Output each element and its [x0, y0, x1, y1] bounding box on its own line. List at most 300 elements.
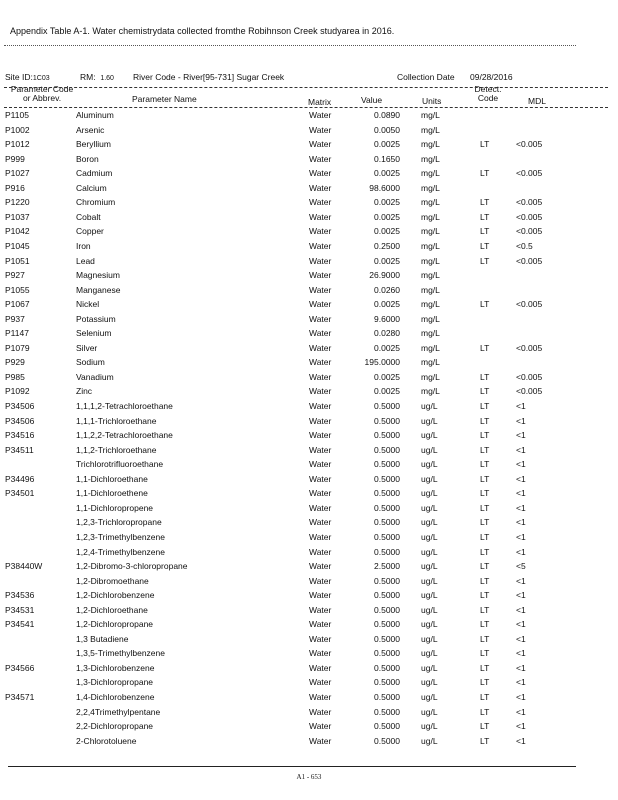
- cell-units: ug/L: [421, 517, 438, 528]
- cell-value: 0.0025: [374, 299, 400, 310]
- cell-param-name: Selenium: [76, 328, 112, 339]
- cell-units: mg/L: [421, 357, 440, 368]
- cell-matrix: Water: [309, 721, 332, 732]
- cell-detect-code: LT: [480, 255, 490, 266]
- cell-param-code: P34496: [5, 473, 35, 484]
- cell-mdl: <1: [516, 604, 526, 615]
- cell-matrix: Water: [309, 706, 332, 717]
- table-row: [0, 474, 618, 489]
- cell-value: 0.0025: [374, 139, 400, 150]
- cell-matrix: Water: [309, 662, 332, 673]
- cell-param-code: P34501: [5, 488, 35, 499]
- cell-units: ug/L: [421, 415, 438, 426]
- cell-value: 0.5000: [374, 662, 400, 673]
- cell-param-name: Cobalt: [76, 211, 101, 222]
- cell-mdl: <0.005: [516, 139, 543, 150]
- cell-param-code: P34536: [5, 590, 35, 601]
- cell-param-name: Aluminum: [76, 110, 114, 120]
- cell-matrix: Water: [309, 357, 332, 368]
- cell-mdl: <0.005: [516, 299, 543, 310]
- table-row: [0, 386, 618, 401]
- cell-matrix: Water: [309, 342, 332, 353]
- cell-value: 0.0025: [374, 211, 400, 222]
- cell-param-name: Chromium: [76, 197, 116, 208]
- cell-param-code: P1027: [5, 168, 30, 179]
- cell-param-code: P34506: [5, 401, 35, 411]
- table-row: [0, 285, 618, 300]
- cell-value: 0.0890: [374, 110, 400, 120]
- cell-matrix: Water: [309, 444, 332, 455]
- cell-units: ug/L: [421, 721, 438, 732]
- cell-param-name: 1,2-Dibromoethane: [76, 575, 149, 586]
- cell-param-code: P34566: [5, 662, 35, 673]
- cell-units: mg/L: [421, 342, 440, 353]
- cell-mdl: <0.005: [516, 211, 543, 222]
- cell-mdl: <1: [516, 517, 526, 528]
- header-detect-line1: Detect.: [474, 84, 502, 94]
- cell-detect-code: LT: [480, 226, 490, 237]
- cell-mdl: <1: [516, 546, 526, 557]
- cell-value: 0.5000: [374, 459, 400, 470]
- cell-units: mg/L: [421, 240, 440, 251]
- cell-param-name: Trichlorotrifluoroethane: [76, 459, 164, 470]
- cell-units: ug/L: [421, 546, 438, 557]
- cell-param-code: P916: [5, 182, 25, 193]
- cell-mdl: <1: [516, 401, 526, 411]
- table-row: [0, 168, 618, 183]
- cell-matrix: Water: [309, 197, 332, 208]
- cell-matrix: Water: [309, 153, 332, 164]
- table-row: [0, 677, 618, 692]
- collection-date: 09/28/2016: [470, 72, 513, 82]
- cell-detect-code: LT: [480, 575, 490, 586]
- cell-detect-code: LT: [480, 633, 490, 644]
- cell-matrix: Water: [309, 124, 332, 135]
- cell-matrix: Water: [309, 619, 332, 630]
- cell-param-code: P34516: [5, 430, 35, 441]
- cell-units: ug/L: [421, 633, 438, 644]
- cell-value: 0.5000: [374, 575, 400, 586]
- table-row: [0, 183, 618, 198]
- cell-units: ug/L: [421, 430, 438, 441]
- cell-units: mg/L: [421, 211, 440, 222]
- cell-mdl: <0.005: [516, 197, 543, 208]
- cell-param-code: P1079: [5, 342, 30, 353]
- cell-param-name: Magnesium: [76, 270, 120, 281]
- cell-param-code: P927: [5, 270, 25, 281]
- cell-value: 9.6000: [374, 313, 400, 324]
- table-row: [0, 256, 618, 271]
- cell-detect-code: LT: [480, 604, 490, 615]
- cell-param-name: 1,4-Dichlorobenzene: [76, 692, 155, 702]
- cell-param-code: P929: [5, 357, 25, 368]
- header-value: Value: [361, 95, 383, 105]
- cell-param-code: P34541: [5, 619, 35, 630]
- cell-matrix: Water: [309, 488, 332, 499]
- cell-param-name: 2-Chlorotoluene: [76, 735, 137, 746]
- cell-param-code: P1067: [5, 299, 30, 310]
- cell-units: mg/L: [421, 168, 440, 179]
- site-id-value: 1C03: [32, 75, 50, 82]
- cell-param-name: 2,2-Dichloropropane: [76, 721, 154, 732]
- cell-param-name: Vanadium: [76, 371, 114, 382]
- cell-detect-code: LT: [480, 721, 490, 732]
- cell-value: 0.0280: [374, 328, 400, 339]
- table-row: [0, 197, 618, 212]
- cell-param-name: 1,2-Dibromo-3-chloropropane: [76, 561, 188, 572]
- cell-mdl: <0.005: [516, 226, 543, 237]
- rm-value: 1.60: [100, 75, 114, 82]
- cell-detect-code: LT: [480, 546, 490, 557]
- cell-matrix: Water: [309, 430, 332, 441]
- cell-mdl: <1: [516, 473, 526, 484]
- table-row: [0, 532, 618, 547]
- table-row: [0, 212, 618, 227]
- cell-detect-code: LT: [480, 662, 490, 673]
- rm-label: RM:: [80, 72, 96, 82]
- cell-detect-code: LT: [480, 619, 490, 630]
- cell-units: ug/L: [421, 488, 438, 499]
- title-divider: [4, 45, 576, 46]
- header-bottom-divider: [4, 107, 608, 108]
- table-row: [0, 299, 618, 314]
- cell-detect-code: LT: [480, 677, 490, 688]
- cell-param-code: P38440W: [5, 561, 43, 572]
- cell-param-name: 1,3 Butadiene: [76, 633, 129, 644]
- cell-param-code: P1012: [5, 139, 30, 150]
- cell-units: mg/L: [421, 328, 440, 339]
- cell-matrix: Water: [309, 459, 332, 470]
- cell-detect-code: LT: [480, 342, 490, 353]
- cell-units: ug/L: [421, 502, 438, 513]
- cell-value: 0.5000: [374, 546, 400, 557]
- cell-units: ug/L: [421, 473, 438, 484]
- table-row: [0, 547, 618, 562]
- cell-param-code: P985: [5, 371, 25, 382]
- cell-param-name: 1,1,2,2-Tetrachloroethane: [76, 430, 173, 441]
- cell-matrix: Water: [309, 633, 332, 644]
- table-row: [0, 401, 618, 416]
- cell-mdl: <1: [516, 444, 526, 455]
- cell-mdl: <1: [516, 706, 526, 717]
- cell-value: 2.5000: [374, 561, 400, 572]
- cell-detect-code: LT: [480, 473, 490, 484]
- cell-value: 0.5000: [374, 706, 400, 717]
- cell-param-name: Cadmium: [76, 168, 113, 179]
- cell-value: 0.5000: [374, 590, 400, 601]
- cell-units: mg/L: [421, 110, 440, 120]
- cell-param-code: P1045: [5, 240, 30, 251]
- cell-mdl: <1: [516, 648, 526, 659]
- cell-mdl: <5: [516, 561, 526, 572]
- cell-matrix: Water: [309, 575, 332, 586]
- cell-units: ug/L: [421, 692, 438, 702]
- cell-matrix: Water: [309, 735, 332, 746]
- cell-matrix: Water: [309, 313, 332, 324]
- cell-mdl: <0.005: [516, 342, 543, 353]
- cell-detect-code: LT: [480, 590, 490, 601]
- table-title: Appendix Table A-1. Water chemistrydata collected fromthe Robihnson Creek studyarea in 2016.: [10, 26, 395, 36]
- cell-value: 0.0025: [374, 226, 400, 237]
- cell-param-name: Manganese: [76, 284, 121, 295]
- cell-units: ug/L: [421, 459, 438, 470]
- cell-param-code: P1105: [5, 110, 29, 120]
- cell-value: 0.0025: [374, 342, 400, 353]
- cell-value: 0.5000: [374, 604, 400, 615]
- cell-param-code: P1220: [5, 197, 30, 208]
- cell-matrix: Water: [309, 299, 332, 310]
- page-number: A1 - 653: [296, 773, 322, 781]
- cell-units: mg/L: [421, 299, 440, 310]
- table-row: [0, 459, 618, 474]
- cell-matrix: Water: [309, 546, 332, 557]
- cell-matrix: Water: [309, 371, 332, 382]
- table-row: [0, 663, 618, 678]
- cell-detect-code: LT: [480, 692, 490, 702]
- cell-param-name: 1,2-Dichlorobenzene: [76, 590, 155, 601]
- cell-value: 0.5000: [374, 430, 400, 441]
- cell-detect-code: LT: [480, 415, 490, 426]
- table-row: [0, 343, 618, 358]
- cell-param-code: P1037: [5, 211, 30, 222]
- cell-matrix: Water: [309, 240, 332, 251]
- cell-detect-code: LT: [480, 139, 490, 150]
- cell-value: 0.5000: [374, 517, 400, 528]
- cell-value: 0.5000: [374, 415, 400, 426]
- cell-units: mg/L: [421, 284, 440, 295]
- cell-units: ug/L: [421, 619, 438, 630]
- cell-detect-code: LT: [480, 240, 490, 251]
- cell-param-code: P937: [5, 313, 25, 324]
- table-row: [0, 139, 618, 154]
- table-row: [0, 503, 618, 518]
- cell-mdl: <1: [516, 692, 526, 702]
- cell-detect-code: LT: [480, 444, 490, 455]
- cell-param-name: Potassium: [76, 313, 116, 324]
- cell-value: 0.5000: [374, 488, 400, 499]
- cell-detect-code: LT: [480, 502, 490, 513]
- collection-date-label: Collection Date: [397, 72, 455, 82]
- cell-detect-code: LT: [480, 459, 490, 470]
- cell-value: 0.5000: [374, 401, 400, 411]
- cell-detect-code: LT: [480, 531, 490, 542]
- cell-param-code: P1055: [5, 284, 30, 295]
- cell-detect-code: LT: [480, 401, 490, 411]
- cell-param-name: 1,1-Dichloropropene: [76, 502, 154, 513]
- header-matrix: Matrix: [308, 97, 332, 107]
- cell-mdl: <1: [516, 488, 526, 499]
- cell-detect-code: LT: [480, 197, 490, 208]
- cell-matrix: Water: [309, 561, 332, 572]
- cell-param-name: 1,1-Dichloroethane: [76, 473, 148, 484]
- cell-param-name: 2,2,4Trimethylpentane: [76, 706, 161, 717]
- cell-param-name: 1,1,2-Trichloroethane: [76, 444, 157, 455]
- cell-matrix: Water: [309, 692, 332, 702]
- cell-mdl: <1: [516, 575, 526, 586]
- cell-mdl: <1: [516, 415, 526, 426]
- cell-matrix: Water: [309, 401, 332, 411]
- cell-units: mg/L: [421, 371, 440, 382]
- table-row: [0, 736, 618, 751]
- cell-param-name: Calcium: [76, 182, 107, 193]
- cell-param-name: Arsenic: [76, 124, 105, 135]
- cell-param-name: Iron: [76, 240, 91, 251]
- header-param-code-line2: or Abbrev.: [22, 93, 62, 103]
- cell-mdl: <1: [516, 531, 526, 542]
- cell-units: ug/L: [421, 604, 438, 615]
- cell-value: 0.0025: [374, 197, 400, 208]
- cell-value: 0.5000: [374, 531, 400, 542]
- cell-matrix: Water: [309, 270, 332, 281]
- cell-value: 0.5000: [374, 677, 400, 688]
- river-mile: [80, 72, 114, 82]
- cell-matrix: Water: [309, 168, 332, 179]
- cell-mdl: <1: [516, 662, 526, 673]
- cell-units: ug/L: [421, 575, 438, 586]
- cell-units: mg/L: [421, 255, 440, 266]
- cell-param-code: P34506: [5, 415, 35, 426]
- cell-param-code: P999: [5, 153, 25, 164]
- cell-mdl: <0.005: [516, 255, 543, 266]
- cell-units: mg/L: [421, 270, 440, 281]
- header-param-name: Parameter Name: [132, 94, 197, 104]
- cell-units: mg/L: [421, 153, 440, 164]
- table-row: [0, 634, 618, 649]
- cell-mdl: <1: [516, 430, 526, 441]
- cell-detect-code: LT: [480, 211, 490, 222]
- cell-param-code: P1042: [5, 226, 30, 237]
- table-row: [0, 721, 618, 736]
- cell-param-code: P1002: [5, 124, 30, 135]
- cell-param-name: 1,3-Dichlorobenzene: [76, 662, 155, 673]
- table-row: [0, 372, 618, 387]
- cell-detect-code: LT: [480, 735, 490, 746]
- cell-param-name: Beryllium: [76, 139, 111, 150]
- table-row: [0, 707, 618, 722]
- cell-param-name: Copper: [76, 226, 104, 237]
- footer-divider: [8, 766, 576, 767]
- cell-matrix: Water: [309, 590, 332, 601]
- cell-matrix: Water: [309, 415, 332, 426]
- cell-value: 0.0025: [374, 386, 400, 397]
- cell-param-name: Boron: [76, 153, 99, 164]
- cell-value: 195.0000: [364, 357, 400, 368]
- cell-units: mg/L: [421, 386, 440, 397]
- cell-units: ug/L: [421, 677, 438, 688]
- table-row: [0, 619, 618, 634]
- cell-value: 0.5000: [374, 735, 400, 746]
- header-param-code-line1: Parameter Code: [10, 84, 74, 94]
- cell-units: ug/L: [421, 706, 438, 717]
- cell-matrix: Water: [309, 226, 332, 237]
- header-top-divider: [4, 87, 608, 88]
- cell-matrix: Water: [309, 473, 332, 484]
- site-id: [5, 72, 50, 82]
- cell-param-name: Nickel: [76, 299, 100, 310]
- cell-value: 0.5000: [374, 502, 400, 513]
- cell-param-name: Silver: [76, 342, 98, 353]
- cell-detect-code: LT: [480, 517, 490, 528]
- cell-matrix: Water: [309, 182, 332, 193]
- table-row: [0, 328, 618, 343]
- cell-value: 0.2500: [374, 240, 400, 251]
- cell-param-name: 1,2-Dichloropropane: [76, 619, 154, 630]
- cell-param-code: P34511: [5, 444, 34, 455]
- table-row: [0, 576, 618, 591]
- cell-value: 0.0260: [374, 284, 400, 295]
- cell-value: 0.0050: [374, 124, 400, 135]
- table-row: [0, 605, 618, 620]
- table-row: [0, 357, 618, 372]
- cell-param-name: 1,2-Dichloroethane: [76, 604, 148, 615]
- cell-matrix: Water: [309, 502, 332, 513]
- cell-value: 0.0025: [374, 168, 400, 179]
- table-row: [0, 430, 618, 445]
- table-row: [0, 154, 618, 169]
- cell-mdl: <1: [516, 735, 526, 746]
- table-row: [0, 226, 618, 241]
- cell-param-name: 1,2,3-Trichloropropane: [76, 517, 162, 528]
- cell-value: 0.5000: [374, 473, 400, 484]
- header-mdl: MDL: [528, 96, 546, 106]
- cell-matrix: Water: [309, 531, 332, 542]
- table-row: [0, 488, 618, 503]
- header-units: Units: [422, 96, 442, 106]
- cell-param-name: 1,3-Dichloropropane: [76, 677, 154, 688]
- cell-mdl: <0.005: [516, 371, 543, 382]
- table-row: [0, 445, 618, 460]
- cell-units: ug/L: [421, 648, 438, 659]
- cell-detect-code: LT: [480, 168, 490, 179]
- cell-param-code: P1051: [5, 255, 30, 266]
- cell-units: mg/L: [421, 197, 440, 208]
- cell-value: 0.5000: [374, 721, 400, 732]
- cell-param-name: 1,2,4-Trimethylbenzene: [76, 546, 165, 557]
- cell-param-name: 1,1,1,2-Tetrachloroethane: [76, 401, 173, 411]
- cell-matrix: Water: [309, 139, 332, 150]
- cell-mdl: <1: [516, 633, 526, 644]
- cell-mdl: <1: [516, 502, 526, 513]
- cell-units: ug/L: [421, 561, 438, 572]
- cell-detect-code: LT: [480, 430, 490, 441]
- cell-value: 0.5000: [374, 633, 400, 644]
- cell-units: mg/L: [421, 226, 440, 237]
- table-row: [0, 241, 618, 256]
- cell-detect-code: LT: [480, 648, 490, 659]
- cell-detect-code: LT: [480, 386, 490, 397]
- cell-mdl: <1: [516, 721, 526, 732]
- cell-value: 0.5000: [374, 619, 400, 630]
- cell-param-code: P1092: [5, 386, 30, 397]
- cell-mdl: <0.5: [516, 240, 533, 251]
- cell-mdl: <1: [516, 459, 526, 470]
- cell-mdl: <0.005: [516, 168, 543, 179]
- river-code: River Code - River[95-731] Sugar Creek: [133, 72, 285, 82]
- cell-mdl: <0.005: [516, 386, 543, 397]
- table-row: [0, 590, 618, 605]
- cell-mdl: <1: [516, 590, 526, 601]
- cell-detect-code: LT: [480, 706, 490, 717]
- cell-matrix: Water: [309, 110, 332, 120]
- cell-param-name: 1,3,5-Trimethylbenzene: [76, 648, 165, 659]
- cell-value: 26.9000: [369, 270, 400, 281]
- cell-matrix: Water: [309, 677, 332, 688]
- cell-detect-code: LT: [480, 488, 490, 499]
- cell-param-code: P34571: [5, 692, 35, 702]
- cell-units: mg/L: [421, 139, 440, 150]
- cell-param-code: P1147: [5, 328, 29, 339]
- table-row: [0, 692, 618, 707]
